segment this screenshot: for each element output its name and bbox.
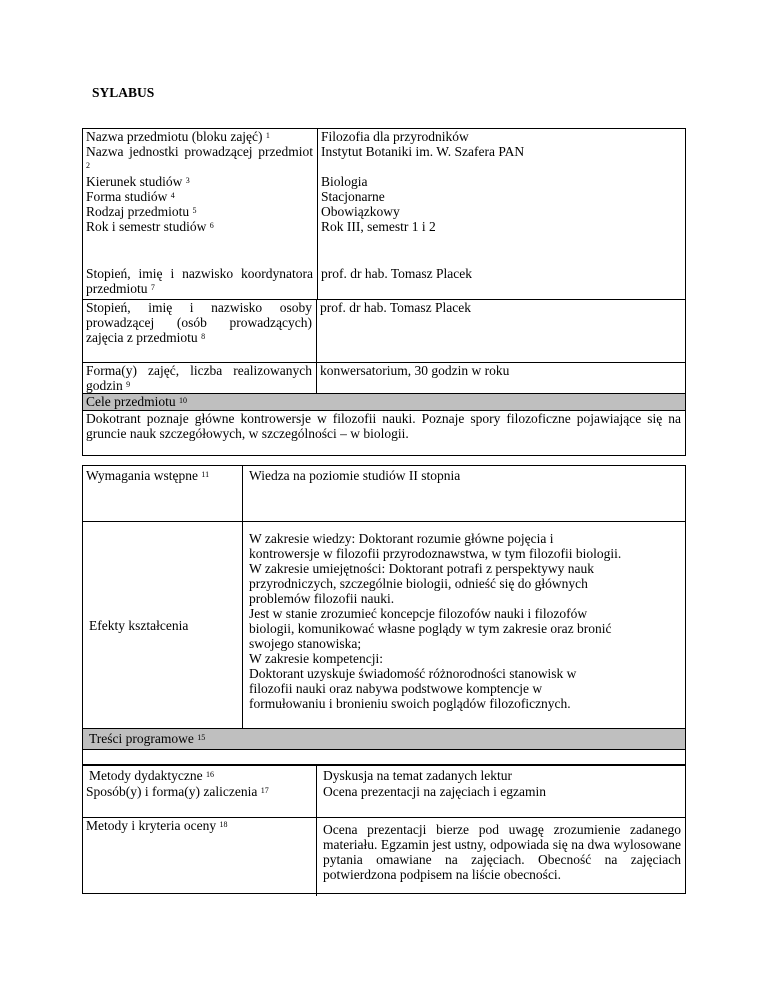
outcomes-label: Efekty kształcenia: [89, 617, 189, 633]
requirements-label: Wymagania wstępne: [86, 468, 199, 483]
assessment-form-value: Ocena prezentacji na zajęciach i egzamin: [323, 784, 546, 799]
grading-criteria-label: Metody i kryteria oceny: [86, 818, 217, 833]
didactic-methods-value: Dyskusja na temat zadanych lektur: [323, 768, 512, 783]
goals-header: [83, 394, 191, 410]
class-form-label-cell: [83, 363, 317, 393]
class-form-value: konwersatorium, 30 godzin w roku: [320, 363, 510, 378]
year-semester-value: Rok III, semestr 1 i 2: [321, 219, 436, 234]
requirements-table: [82, 465, 686, 765]
outcomes-label-cell: [83, 522, 243, 728]
footnote-ref: 17: [260, 786, 269, 795]
requirements-value: Wiedza na poziomie studiów II stopnia: [249, 468, 461, 483]
outcome-line: W zakresie kompetencji:: [249, 651, 383, 666]
assessment-form-label: Sposób(y) i forma(y) zaliczenia: [86, 784, 258, 799]
footnote-ref: 3: [185, 176, 190, 185]
unit-value: Instytut Botaniki im. W. Szafera PAN: [321, 144, 525, 159]
field-of-study-label: Kierunek studiów: [86, 174, 183, 189]
footnote-ref: 10: [178, 396, 187, 405]
instructor-label-cell: [83, 300, 317, 362]
course-info-values: [317, 129, 685, 266]
outcome-line: przyrodniczych, szczególnie biologii, odnieść się do głównych: [249, 576, 588, 591]
footnote-ref: 9: [126, 380, 131, 389]
program-content-label: Treści programowe: [89, 731, 194, 746]
footnote-ref: 18: [219, 820, 228, 829]
requirements-label-cell: [83, 466, 243, 521]
program-content-header: [83, 729, 209, 749]
footnote-ref: 16: [205, 770, 214, 779]
footnote-ref: 4: [170, 191, 175, 200]
course-info-labels: [83, 129, 317, 266]
course-type-value: Obowiązkowy: [321, 204, 400, 219]
methods-table: [82, 765, 686, 894]
goals-text: Dokotrant poznaje główne kontrowersje w filozofii nauki. Poznaje spory filozoficzne pojawiające się na gruncie nauk szczegółowych, w szczególności – w biologii.: [86, 411, 681, 441]
goals-label: Cele przedmiotu: [86, 394, 176, 409]
footnote-ref: 8: [201, 332, 206, 341]
course-name-label: Nazwa przedmiotu (bloku zajęć): [86, 129, 263, 144]
didactic-methods-label: Metody dydaktyczne: [89, 768, 203, 783]
outcome-line: problemów filozofii nauki.: [249, 591, 395, 606]
footnote-ref: 7: [150, 283, 155, 292]
grading-criteria-label-cell: [83, 818, 317, 896]
outcomes-text: [243, 522, 685, 728]
footnote-ref: 5: [192, 206, 197, 215]
field-of-study-value: Biologia: [321, 174, 368, 189]
footnote-ref: 6: [209, 221, 214, 230]
document-title: SYLABUS: [92, 85, 155, 100]
footnote-ref: 1: [265, 131, 270, 140]
study-form-label: Forma studiów: [86, 189, 168, 204]
instructor-value: prof. dr hab. Tomasz Placek: [320, 300, 472, 315]
course-name-value: Filozofia dla przyrodników: [321, 129, 469, 144]
outcome-line: formułowaniu i bronieniu swoich poglądów filozoficznych.: [249, 696, 571, 711]
unit-label: Nazwa jednostki prowadzącej przedmiot: [86, 144, 313, 159]
instructor-label: Stopień, imię i nazwisko osoby prowadzącej (osób prowadzących) zajęcia z przedmiotu: [86, 300, 312, 345]
outcome-line: Jest w stanie zrozumieć koncepcje filozofów nauki i filozofów: [249, 606, 588, 621]
outcome-line: kontrowersje w filozofii przyrodoznawstwa, w tym filozofii biologii.: [249, 546, 622, 561]
outcome-line: W zakresie umiejętności: Doktorant potrafi z perspektywy nauk: [249, 561, 595, 576]
assessment-form-label-cell: [83, 784, 317, 817]
footnote-ref: 2: [86, 161, 90, 170]
footnote-ref: 15: [197, 733, 206, 742]
footnote-ref: 11: [201, 470, 210, 479]
course-type-label: Rodzaj przedmiotu: [86, 204, 190, 219]
course-info-table: [82, 128, 686, 456]
outcome-line: W zakresie wiedzy: Doktorant rozumie główne pojęcia i: [249, 531, 554, 546]
coordinator-value: prof. dr hab. Tomasz Placek: [317, 266, 685, 299]
class-form-label: Forma(y) zajęć, liczba realizowanych godzin: [86, 363, 312, 393]
study-form-value: Stacjonarne: [321, 189, 385, 204]
didactic-methods-label-cell: [83, 766, 317, 784]
outcome-line: biologii, komunikować własne poglądy w tym zakresie oraz bronić: [249, 621, 612, 636]
coordinator-label-cell: [83, 266, 317, 299]
outcome-line: Doktorant uzyskuje świadomość różnorodności stanowisk w: [249, 666, 577, 681]
outcome-line: swojego stanowiska;: [249, 636, 362, 651]
outcome-line: filozofii nauki oraz nabywa podstwowe komptencje w: [249, 681, 543, 696]
grading-criteria-value: Ocena prezentacji bierze pod uwagę zrozumienie zadanego materiału. Egzamin jest ustny, odpowiada się na dwa wylosowane pytania omawiane na zajęciach. Obecność na zajęciach potwierdzona podpisem na liście obecności.: [323, 822, 681, 882]
coordinator-label: Stopień, imię i nazwisko koordynatora przedmiotu: [86, 266, 313, 296]
year-semester-label: Rok i semestr studiów: [86, 219, 207, 234]
